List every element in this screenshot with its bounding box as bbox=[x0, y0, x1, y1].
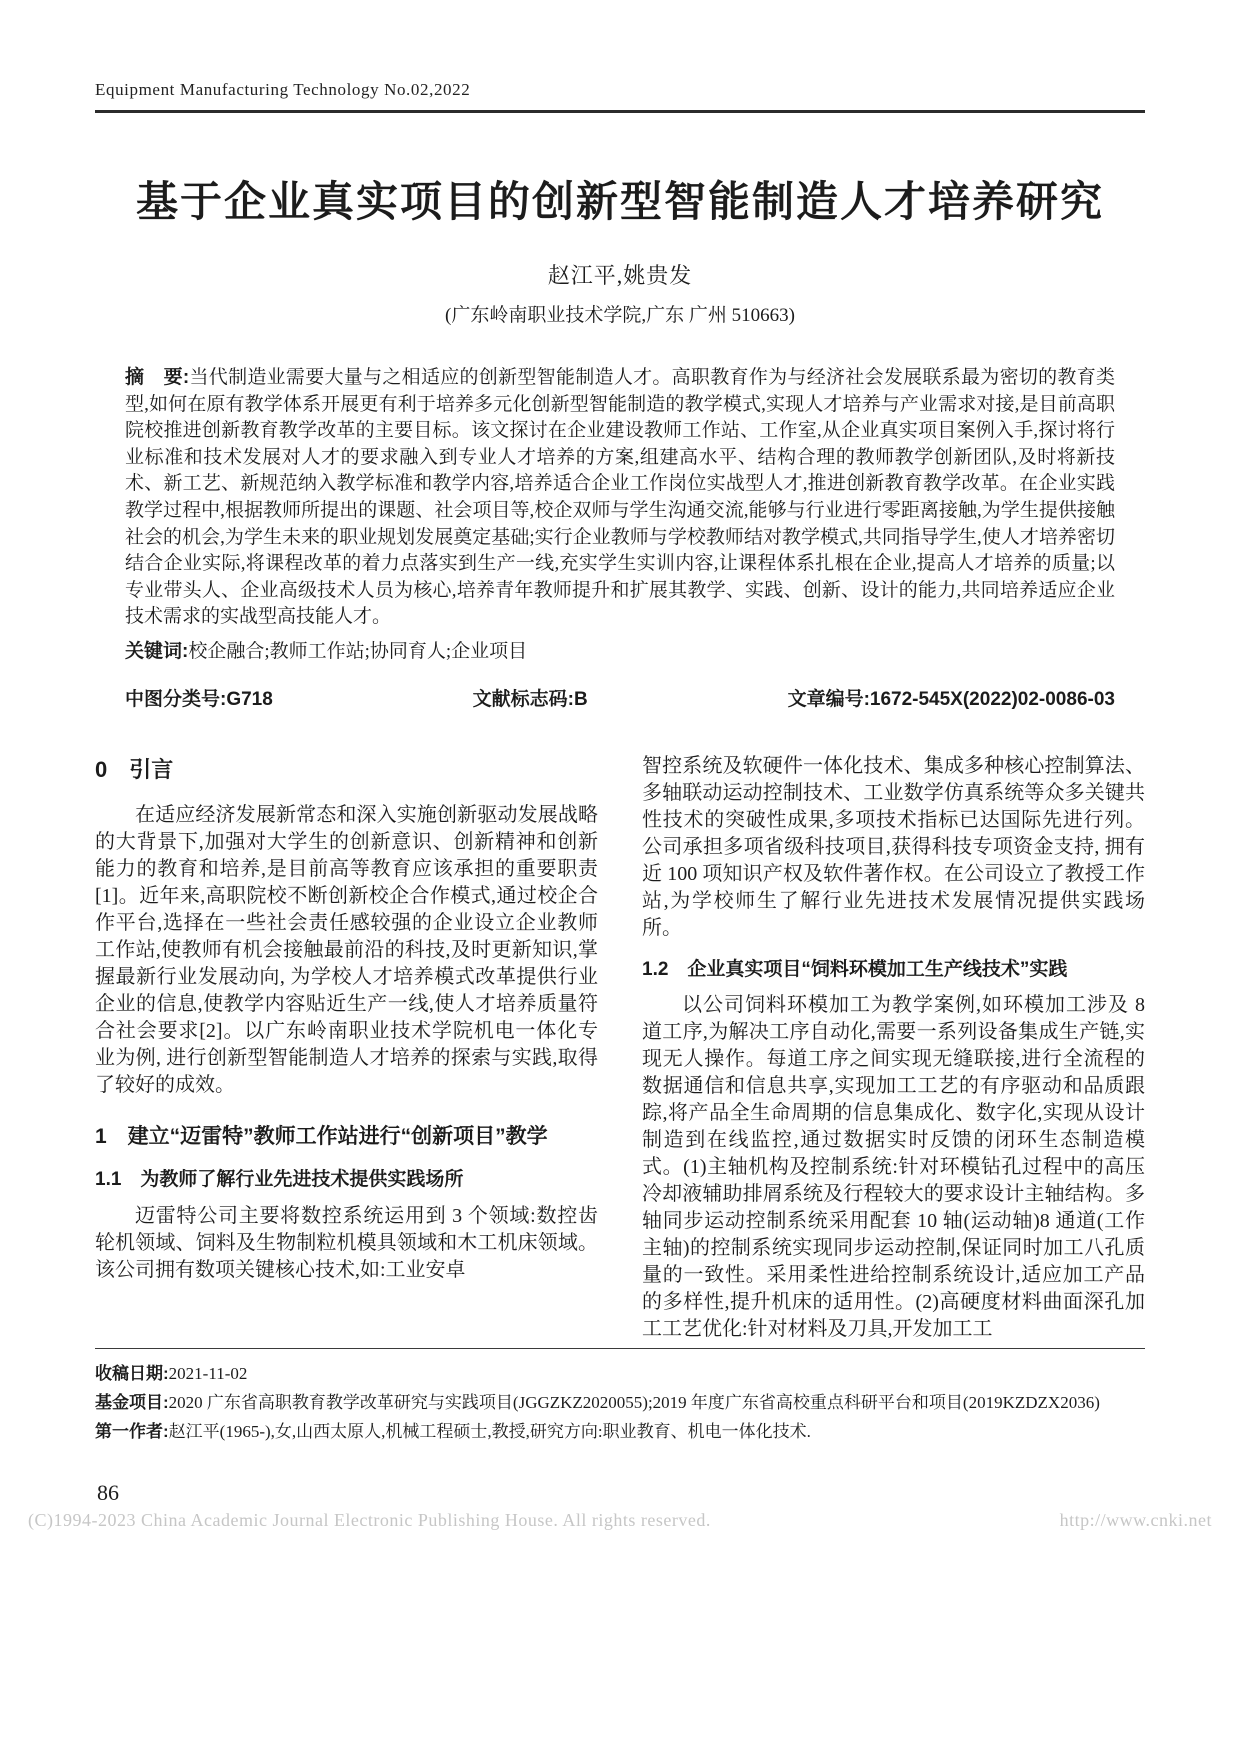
keywords-line bbox=[125, 639, 1115, 666]
copyright-text: (C)1994-2023 China Academic Journal Electronic Publishing House. All rights reserved. bbox=[28, 1510, 711, 1530]
article-authors: 赵江平,姚贵发 bbox=[547, 263, 693, 288]
clc-number: 中图分类号:G718 bbox=[125, 688, 273, 710]
abstract-block bbox=[125, 365, 1115, 666]
fund-project-value: 2020 广东省高职教育教学改革研究与实践项目(JGGZKZ2020055);2019 年度广东省高校重点科研平台和项目(2019KZDZX2036) bbox=[168, 1392, 1100, 1412]
fund-project-line bbox=[95, 1390, 1145, 1417]
section-0-paragraph: 在适应经济发展新常态和深入实施创新驱动发展战略的大背景下,加强对大学生的创新意识、创新精神和创新能力的教育和培养,是目前高等教育应该承担的重要职责[1]。近年来,高职院校不断创新校企合作模式,通过校企合作平台,选择在一些社会责任感较强的企业设立企业教师工作站,使教师有机会接触最前沿的科技,及时更新知识,掌握最新行业发展动向, 为学校人才培养模式改革提供行业企业的信息,使教学内容贴近生产一线,使人才培养质量符合社会要求[2]。以广东岭南职业技术学院机电一体化专业为例, 进行创新型智能制造人才培养的探索与实践,取得了较好的成效。 bbox=[95, 803, 598, 1096]
received-date-label: 收稿日期: bbox=[95, 1364, 169, 1383]
section-1-2-paragraph: 以公司饲料环模加工为教学案例,如环模加工涉及 8 道工序,为解决工序自动化,需要一系列设备集成生产链,实现无人操作。每道工序之间实现无缝联接,进行全流程的数据通信和信息共享,实现加工工艺的有序驱动和品质跟踪,将产品全生命周期的信息集成化、数字化,实现从设计制造到在线监控,通过数据实时反馈的闭环生态制造模式。(1)主轴机构及控制系统:针对环模钻孔过程中的高压冷却液辅助排屑系统及行程较大的要求设计主轴结构。多轴同步运动控制系统采用配套 10 轴(运动轴)8 通道(工作主轴)的控制系统实现同步运动控制,保证同时加工八孔质量的一致性。采用柔性进给控制系统设计,适应加工产品的多样性,提升机床的适用性。(2)高硬度材料曲面深孔加工工艺优化:针对材料及刀具,开发加工工 bbox=[642, 994, 1145, 1341]
first-author-value: 赵江平(1965-),女,山西太原人,机械工程硕士,教授,研究方向:职业教育、机电一体化技术. bbox=[168, 1421, 811, 1441]
keywords-text: 校企融合;教师工作站;协同育人;企业项目 bbox=[188, 640, 528, 662]
classification-row bbox=[125, 684, 1115, 711]
page-number: 86 bbox=[97, 1480, 119, 1505]
keywords-label: 关键词: bbox=[125, 640, 189, 662]
first-author-label: 第一作者: bbox=[95, 1421, 169, 1441]
received-date-value: 2021-11-02 bbox=[168, 1364, 248, 1383]
first-author-line bbox=[95, 1419, 1145, 1446]
section-0-heading: 0 引言 bbox=[95, 756, 174, 782]
copyright-bar bbox=[28, 1510, 1212, 1531]
abstract-text: 当代制造业需要大量与之相适应的创新型智能制造人才。高职教育作为与经济社会发展联系最为密切的教育类型,如何在原有教学体系开展更有利于培养多元化创新型智能制造的教学模式,实现人才培养与产业需求对接,是目前高职院校推进创新教育教学改革的主要目标。该文探讨在企业建设教师工作站、工作室,从企业真实项目案例入手,探讨将行业标准和技术发展对人才的要求融入到专业人才培养的方案,组建高水平、结构合理的教师教学创新团队,及时将新技术、新工艺、新规范纳入教学标准和教学内容,培养适合企业工作岗位实战型人才,推进创新教育教学改革。在企业实践教学过程中,根据教师所提出的课题、社会项目等,校企双师与学生沟通交流,能够与行业进行零距离接触,为学生提供接触社会的机会,为学生未来的职业规划发展奠定基础;实行企业教师与学校教师结对教学模式,共同指导学生,使人才培养密切结合企业实际,将课程改革的着力点落实到生产一线,充实学生实训内容,让课程体系扎根在企业,提高人才培养的质量;以专业带头人、企业高级技术人员为核心,培养青年教师提升和扩展其教学、实践、创新、设计的能力,共同培养适应企业技术需求的实战型高技能人才。 bbox=[125, 367, 1116, 628]
fund-project-label: 基金项目: bbox=[95, 1392, 169, 1412]
left-column bbox=[95, 753, 598, 1344]
abstract-paragraph bbox=[125, 365, 1115, 631]
section-1-2-heading: 1.2 企业真实项目“饲料环模加工生产线技术”实践 bbox=[642, 958, 1068, 980]
right-column bbox=[642, 753, 1145, 1344]
header-rule bbox=[95, 110, 1145, 113]
received-date-line bbox=[95, 1361, 1145, 1388]
section-1-1-heading: 1.1 为教师了解行业先进技术提供实践场所 bbox=[95, 1169, 464, 1191]
journal-header: Equipment Manufacturing Technology No.02,2022 bbox=[95, 80, 471, 99]
document-code: 文献标志码:B bbox=[472, 688, 588, 710]
abstract-label: 摘 要: bbox=[125, 367, 190, 388]
article-title: 基于企业真实项目的创新型智能制造人才培养研究 bbox=[135, 178, 1104, 225]
article-number: 文章编号:1672-545X(2022)02-0086-03 bbox=[787, 688, 1115, 710]
footnotes-block bbox=[95, 1348, 1145, 1448]
body-columns bbox=[95, 753, 1145, 1344]
section-1-heading: 1 建立“迈雷特”教师工作站进行“创新项目”教学 bbox=[95, 1124, 548, 1148]
cnki-url: http://www.cnki.net bbox=[1059, 1510, 1212, 1530]
section-1-1-paragraph-continued: 智控系统及软硬件一体化技术、集成多种核心控制算法、多轴联动运动控制技术、工业数学仿真系统等众多关键共性技术的突破性成果,多项技术指标已达国际先进行列。公司承担多项省级科技项目,获得科技专项资金支持, 拥有近 100 项知识产权及软件著作权。在公司设立了教授工作站,为学校师生了解行业先进技术发展情况提供实践场所。 bbox=[642, 754, 1145, 939]
article-affiliation: (广东岭南职业技术学院,广东 广州 510663) bbox=[445, 305, 795, 326]
section-1-1-paragraph: 迈雷特公司主要将数控系统运用到 3 个领域:数控齿轮机领域、饲料及生物制粒机模具领域和木工机床领域。该公司拥有数项关键核心技术,如:工业安卓 bbox=[95, 1204, 598, 1281]
